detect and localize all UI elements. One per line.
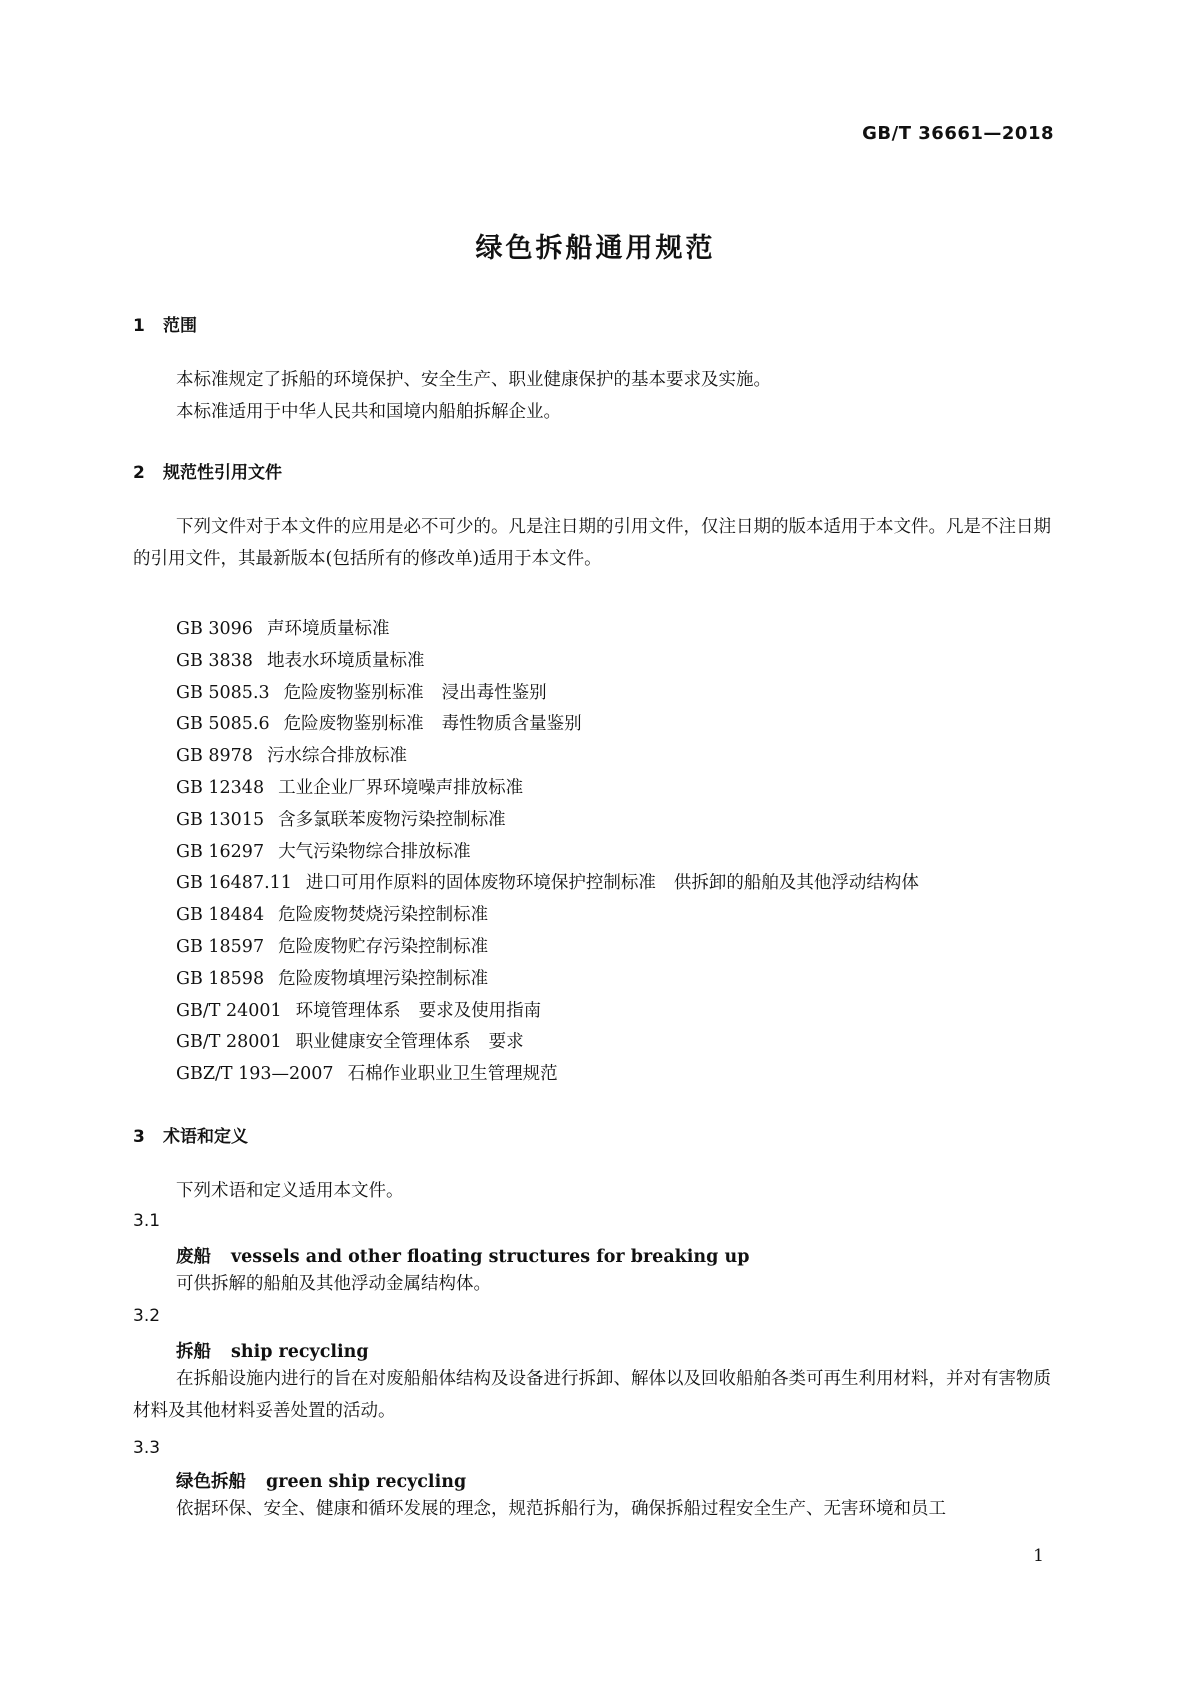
reference-title: 危险废物填埋污染控制标准 [278,968,489,989]
term-chinese: 绿色拆船 [176,1472,246,1492]
reference-code: GB 8978 [176,746,253,767]
references-intro: 下列文件对于本文件的应用是必不可少的。凡是注日期的引用文件，仅注日期的版本适用于本文件。凡是不注日期的引用文件，其最新版本(包括所有的修改单)适用于本文件。 [133,517,1051,569]
term-definition: 依据环保、安全、健康和循环发展的理念，规范拆船行为，确保拆船过程安全生产、无害环境和员工 [176,1499,946,1519]
reference-title: 含多氯联苯废物污染控制标准 [278,809,506,830]
section-heading-terms-definitions [133,1122,248,1147]
term-number: 3.3 [133,1438,161,1458]
scope-paragraph-2: 本标准适用于中华人民共和国境内船舶拆解企业。 [176,402,561,422]
reference-item [176,678,919,710]
section-number: 3 [133,1127,145,1147]
term-number: 3.2 [133,1306,161,1326]
reference-title: 地表水环境质量标准 [266,650,425,671]
reference-code: GB 13015 [176,809,265,830]
reference-code: GBZ/T 193—2007 [176,1064,334,1085]
reference-title: 石棉作业职业卫生管理规范 [347,1064,558,1085]
reference-title: 职业健康安全管理体系 [295,1032,471,1053]
term-heading [176,1243,749,1268]
reference-item [176,773,919,805]
term-english: ship recycling [231,1342,369,1362]
reference-item [176,646,919,678]
section-heading-scope [133,311,197,336]
reference-title: 工业企业厂界环境噪声排放标准 [278,777,524,798]
reference-code: GB 12348 [176,777,265,798]
scope-paragraph-1: 本标准规定了拆船的环境保护、安全生产、职业健康保护的基本要求及实施。 [176,370,771,390]
reference-item [176,900,919,932]
reference-title: 危险废物焚烧污染控制标准 [278,905,489,926]
section-number: 1 [133,316,145,336]
term-heading [176,1468,466,1493]
reference-title: 环境管理体系 [295,1000,401,1021]
reference-subtitle: 供拆卸的船舶及其他浮动结构体 [673,873,919,894]
reference-code: GB 18597 [176,936,265,957]
reference-subtitle: 要求 [488,1032,524,1053]
standard-number: GB/T 36661—2018 [862,123,1054,144]
reference-subtitle: 要求及使用指南 [418,1000,542,1021]
term-number: 3.1 [133,1211,161,1231]
reference-title: 大气污染物综合排放标准 [278,841,471,862]
section-heading-normative-references [133,458,282,483]
page-number: 1 [1033,1546,1044,1566]
section-title: 术语和定义 [163,1127,248,1147]
term-english: vessels and other floating structures for breaking up [231,1247,750,1267]
reference-item [176,837,919,869]
section-title: 范围 [163,316,197,336]
term-heading [176,1338,369,1363]
reference-title: 危险废物贮存污染控制标准 [278,936,489,957]
reference-item [176,741,919,773]
term-chinese: 废船 [176,1247,211,1267]
reference-item [176,964,919,996]
reference-code: GB 3838 [176,650,253,671]
terms-intro: 下列术语和定义适用本文件。 [176,1181,404,1201]
reference-item [176,932,919,964]
reference-title: 声环境质量标准 [266,619,390,639]
reference-code: GB 5085.3 [176,682,270,703]
term-chinese: 拆船 [176,1342,211,1362]
reference-list [176,614,919,1091]
reference-code: GB/T 28001 [176,1032,282,1053]
reference-code: GB/T 24001 [176,1000,282,1021]
reference-item [176,996,919,1028]
reference-subtitle: 浸出毒性鉴别 [441,682,547,703]
reference-item [176,1027,919,1059]
reference-code: GB 18484 [176,905,265,926]
term-definition: 在拆船设施内进行的旨在对废船船体结构及设备进行拆卸、解体以及回收船舶各类可再生利用材料，并对有害物质材料及其他材料妥善处置的活动。 [133,1369,1051,1421]
reference-code: GB 16297 [176,841,265,862]
reference-item [176,614,919,646]
reference-item [176,805,919,837]
reference-item [176,709,919,741]
section-title: 规范性引用文件 [163,463,282,483]
document-title: 绿色拆船通用规范 [475,233,716,264]
reference-item [176,868,919,900]
reference-code: GB 3096 [176,619,253,639]
reference-title: 危险废物鉴别标准 [283,682,424,703]
reference-subtitle: 毒性物质含量鉴别 [441,714,582,735]
reference-code: GB 16487.11 [176,873,292,894]
term-english: green ship recycling [266,1472,467,1492]
reference-code: GB 18598 [176,968,265,989]
reference-title: 危险废物鉴别标准 [283,714,424,735]
reference-code: GB 5085.6 [176,714,270,735]
reference-title: 进口可用作原料的固体废物环境保护控制标准 [305,873,656,894]
section-number: 2 [133,463,145,483]
reference-item [176,1059,919,1091]
reference-title: 污水综合排放标准 [266,746,407,767]
term-definition: 可供拆解的船舶及其他浮动金属结构体。 [176,1274,491,1294]
